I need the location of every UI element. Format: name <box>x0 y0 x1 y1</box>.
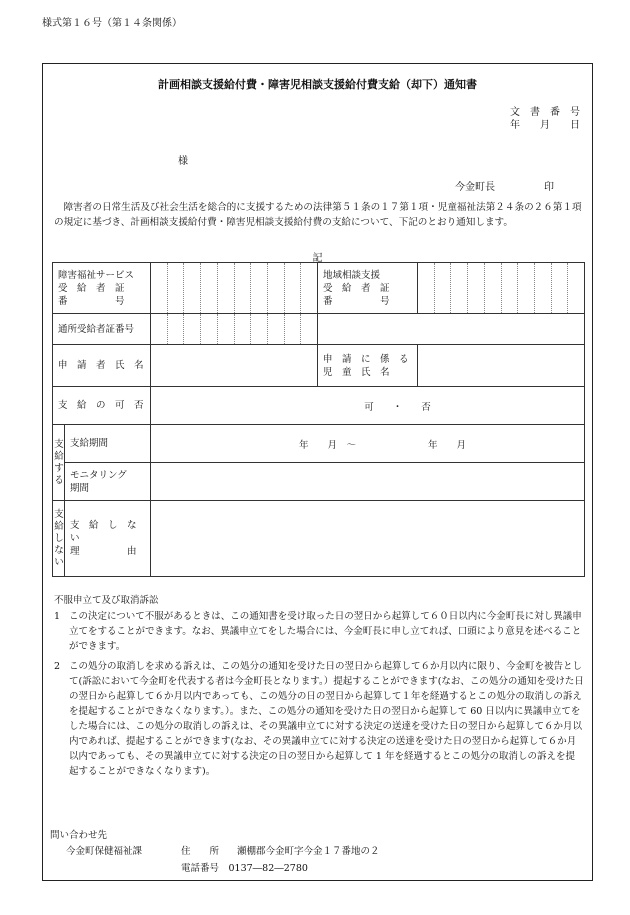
monitoring-line1: モニタリング <box>70 469 127 481</box>
deny-reason-field[interactable] <box>151 501 585 577</box>
welfare-cert-number-field[interactable] <box>151 263 318 314</box>
monitoring-row <box>53 463 585 501</box>
period-row <box>53 425 585 463</box>
monitoring-field[interactable] <box>151 463 585 501</box>
applicant-name-label <box>53 345 151 387</box>
applicant-name-text: 申 請 者 氏 名 <box>58 360 144 371</box>
period-field[interactable] <box>151 425 585 463</box>
contact-address: 瀬棚郡今金町字今金１７番地の２ <box>237 846 380 857</box>
deny-row <box>53 501 585 577</box>
doc-number-label: 文 書 番 号 <box>510 107 580 118</box>
grant-label <box>53 425 65 501</box>
welfare-cert-line2: 受 給 者 証 <box>58 282 125 294</box>
ki-heading: 記 <box>312 253 323 264</box>
appeal-item-2 <box>54 659 584 779</box>
appeal-item-1-number: 1 <box>54 611 61 622</box>
name-row <box>53 345 585 387</box>
period-start: 年 月 〜 <box>299 439 357 451</box>
monitoring-label <box>65 463 151 501</box>
community-cert-line2: 受 給 者 証 <box>323 282 390 294</box>
date-label: 年 月 日 <box>510 120 580 131</box>
contact-title: 問い合わせ先 <box>50 830 108 841</box>
recipient-suffix: 様 <box>178 156 188 167</box>
appeal-item-2-text: この処分の取消しを求める訴えは、この処分の通知を受けた日の翌日から起算して６か月以内に限り、今金町を被告として(訴訟において今金町を代表する者は今金町長となります。）提起することができます(なお、この処分の通知を受けた日の翌日から起算して６か月以内であっても、この処分の日の翌日から起算して１年を経過するとこの処分の取消しの訴えを提起することができなくなります。）。また、この処分の通知を受けた日の翌日から起算して 60 日以内に異議申立てをした場合には、この処分の取消しの訴えは、その異議申立てに対する決定の送達を受けた日の翌日から起算して６か月以内であれば、提起することができます(なお、その異議申立てに対する決定の送達を受けた日の翌日から起算して６か月以内であっても、その異議申立てに対する決定の日の翌日から起算して 1 年を経過するとこの処分の取消しの訴えを提起することができなくなります)。 <box>69 661 584 777</box>
facility-cert-label <box>53 314 151 345</box>
body-text: 障害者の日常生活及び社会生活を総合的に支援するための法律第５１条の１７第１項・児童福祉法第２４条の２６第１項の規定に基づき、計画相談支援給付費・障害児相談支援給付費の支給について、下記のとおり通知します。 <box>54 202 582 228</box>
approval-value[interactable]: 可 ・ 否 <box>151 387 585 425</box>
deny-label-text: 支給しない <box>54 508 64 568</box>
period-label-text: 支給期間 <box>70 438 109 449</box>
community-cert-label <box>318 263 418 314</box>
grant-label-text: 支給する <box>54 438 64 486</box>
welfare-cert-label <box>53 263 151 314</box>
appeal-item-2-number: 2 <box>54 661 61 672</box>
welfare-cert-line1: 障害福祉サービス <box>58 269 135 281</box>
approval-label-text: 支 給 の 可 否 <box>58 400 144 411</box>
approval-label <box>53 387 151 425</box>
document-title: 計画相談支援給付費・障害児相談支援給付費支給（却下）通知書 <box>158 78 477 91</box>
child-name-line2: 児 童 氏 名 <box>323 366 390 378</box>
issuer: 今金町長 <box>455 182 495 193</box>
details-table <box>52 262 585 577</box>
deny-reason-line1: 支 給 し な い <box>70 520 147 544</box>
child-name-field[interactable] <box>418 345 585 387</box>
deny-reason-line2: 理 由 <box>70 546 137 557</box>
contact-tel: 電話番号 0137―82―2780 <box>181 863 308 874</box>
welfare-cert-line3: 番 号 <box>58 295 125 307</box>
facility-cert-text: 通所受給者証番号 <box>58 323 135 335</box>
community-cert-line1: 地域相談支援 <box>323 269 381 281</box>
cert-row <box>53 263 585 314</box>
community-cert-number-field[interactable] <box>418 263 585 314</box>
child-name-label <box>318 345 418 387</box>
child-name-line1: 申 請 に 係 る <box>323 353 409 365</box>
contact-department: 今金町保健福祉課 <box>66 846 143 857</box>
seal-mark: 印 <box>544 182 554 193</box>
contact-address-label: 住 所 <box>181 846 220 857</box>
deny-label <box>53 501 65 577</box>
appeal-item-1-text: この決定について不服があるときは、この通知書を受け取った日の翌日から起算して６０日以内に今金町長に対し異議申立てをすることができます。なお、異議申立てをした場合には、今金町長に申し立てれば、口頭により意見を述べることができます。 <box>69 611 582 652</box>
period-label <box>65 425 151 463</box>
period-end: 年 月 <box>428 439 467 451</box>
appeal-title: 不服申立て及び取消訴訟 <box>54 595 159 606</box>
deny-reason-label <box>65 501 151 577</box>
approval-row <box>53 387 585 425</box>
community-cert-line3: 番 号 <box>323 295 390 307</box>
facility-cert-number-field[interactable] <box>151 314 318 345</box>
monitoring-line2: 期間 <box>70 482 90 494</box>
applicant-name-field[interactable] <box>151 345 318 387</box>
appeal-item-1 <box>54 609 584 654</box>
facility-cert-blank <box>318 314 585 345</box>
form-number: 様式第１６号（第１４条関係） <box>42 18 182 29</box>
facility-cert-row <box>53 314 585 345</box>
